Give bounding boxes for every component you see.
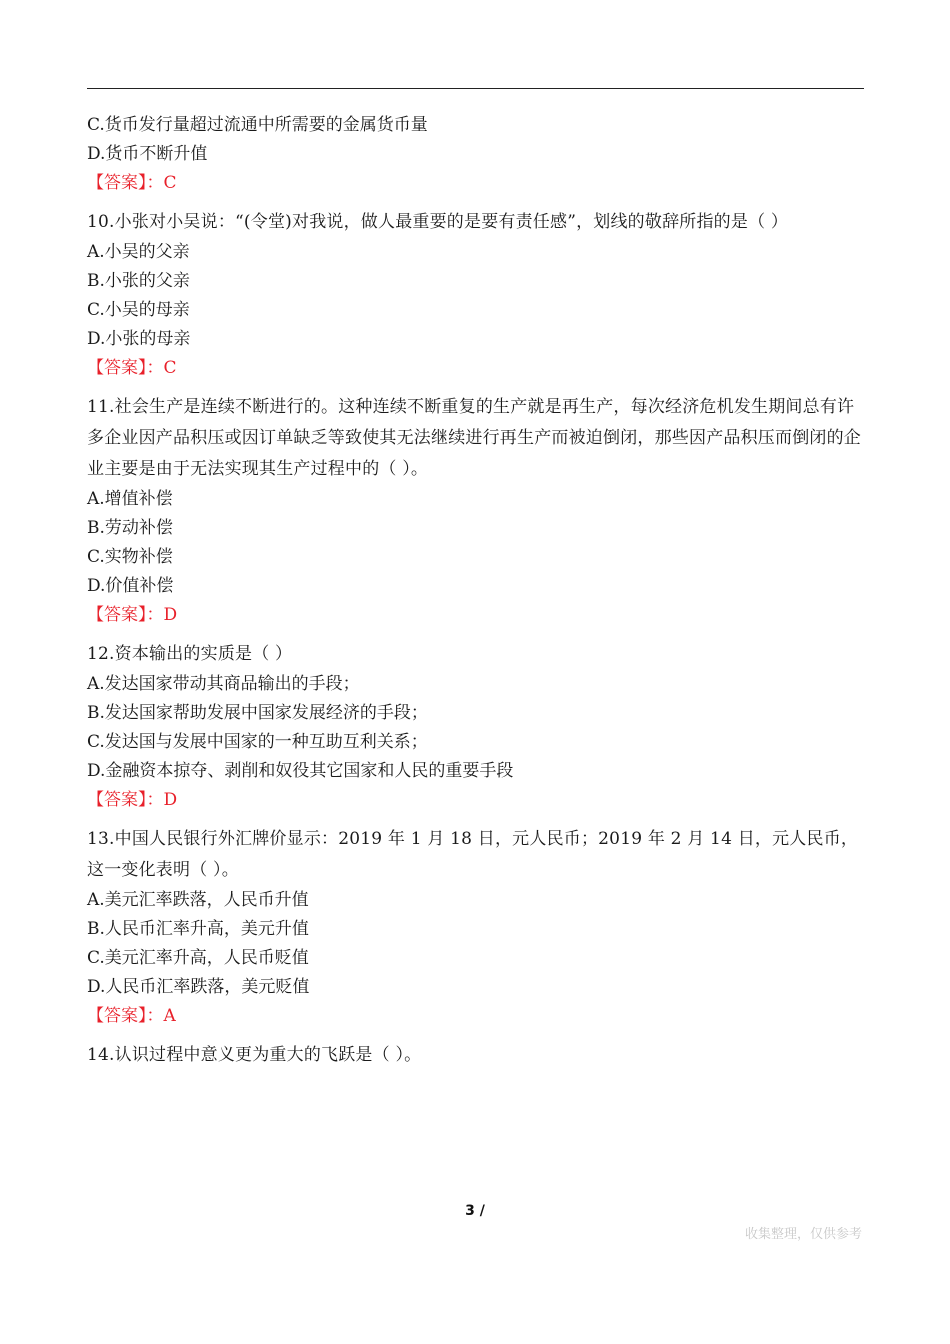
answer-option: D.价值补偿 [87,576,174,596]
answer-option: C.美元汇率升高，人民币贬值 [87,948,309,968]
question-stem: 11.社会生产是连续不断进行的。这种连续不断重复的生产就是再生产，每次经济危机发生期间总有许多企业因产品积压或因订单缺乏等致使其无法继续进行再生产而被迫倒闭，那些因产品积压而倒闭的企业主要是由于无法实现其生产过程中的（ ）。 [87,397,861,479]
answer-label: 【答案】 [87,790,147,810]
answer-value: C [163,173,177,193]
answer-colon: ： [146,1006,164,1026]
answer-line [87,601,867,632]
answer-option: B.人民币汇率升高，美元升值 [87,919,309,939]
document-body [87,111,867,1071]
answer-option: D.人民币汇率跌落，美元贬值 [87,977,310,997]
answer-option: D.小张的母亲 [87,329,191,349]
answer-label: 【答案】 [87,605,147,625]
answer-line [87,786,867,817]
answer-option: C.货币发行量超过流通中所需要的金属货币量 [87,115,428,135]
answer-option: C.发达国与发展中国家的一种互助互利关系； [87,732,428,752]
answer-label: 【答案】 [87,173,147,193]
answer-option: C.实物补偿 [87,547,173,567]
answer-label: 【答案】 [87,358,147,378]
answer-colon: ： [146,358,164,378]
answer-line [87,1002,867,1033]
footer-note: 收集整理，仅供参考 [744,1227,862,1242]
answer-value: A [163,1006,176,1026]
answer-option: B.劳动补偿 [87,518,173,538]
answer-line [87,354,867,385]
answer-option: B.发达国家帮助发展中国家发展经济的手段； [87,703,428,723]
answer-option: C.小吴的母亲 [87,300,190,320]
answer-line [87,169,867,200]
answer-value: D [163,790,178,810]
page-number: 3 / [465,1203,485,1219]
answer-option: A.美元汇率跌落，人民币升值 [87,890,309,910]
answer-option: B.小张的父亲 [87,271,190,291]
answer-value: C [163,358,177,378]
answer-colon: ： [146,605,164,625]
question-stem: 10.小张对小吴说：“(令堂)对我说，做人最重要的是要有责任感”，划线的敬辞所指的是（ ） [87,212,789,232]
question-stem: 12.资本输出的实质是（ ） [87,644,293,664]
answer-option: D.货币不断升值 [87,144,208,164]
answer-option: D.金融资本掠夺、剥削和奴役其它国家和人民的重要手段 [87,761,514,781]
answer-colon: ： [146,790,164,810]
question-stem: 14.认识过程中意义更为重大的飞跃是（ ）。 [87,1045,422,1065]
header-rule [87,88,864,89]
answer-label: 【答案】 [87,1006,147,1026]
answer-value: D [163,605,178,625]
question-stem: 13.中国人民银行外汇牌价显示：2019 年 1 月 18 日，元人民币；2019 年 2 月 14 日，元人民币，这一变化表明（ ）。 [87,829,859,880]
answer-option: A.增值补偿 [87,489,173,509]
answer-colon: ： [146,173,164,193]
answer-option: A.发达国家带动其商品输出的手段； [87,674,360,694]
answer-option: A.小吴的父亲 [87,242,190,262]
